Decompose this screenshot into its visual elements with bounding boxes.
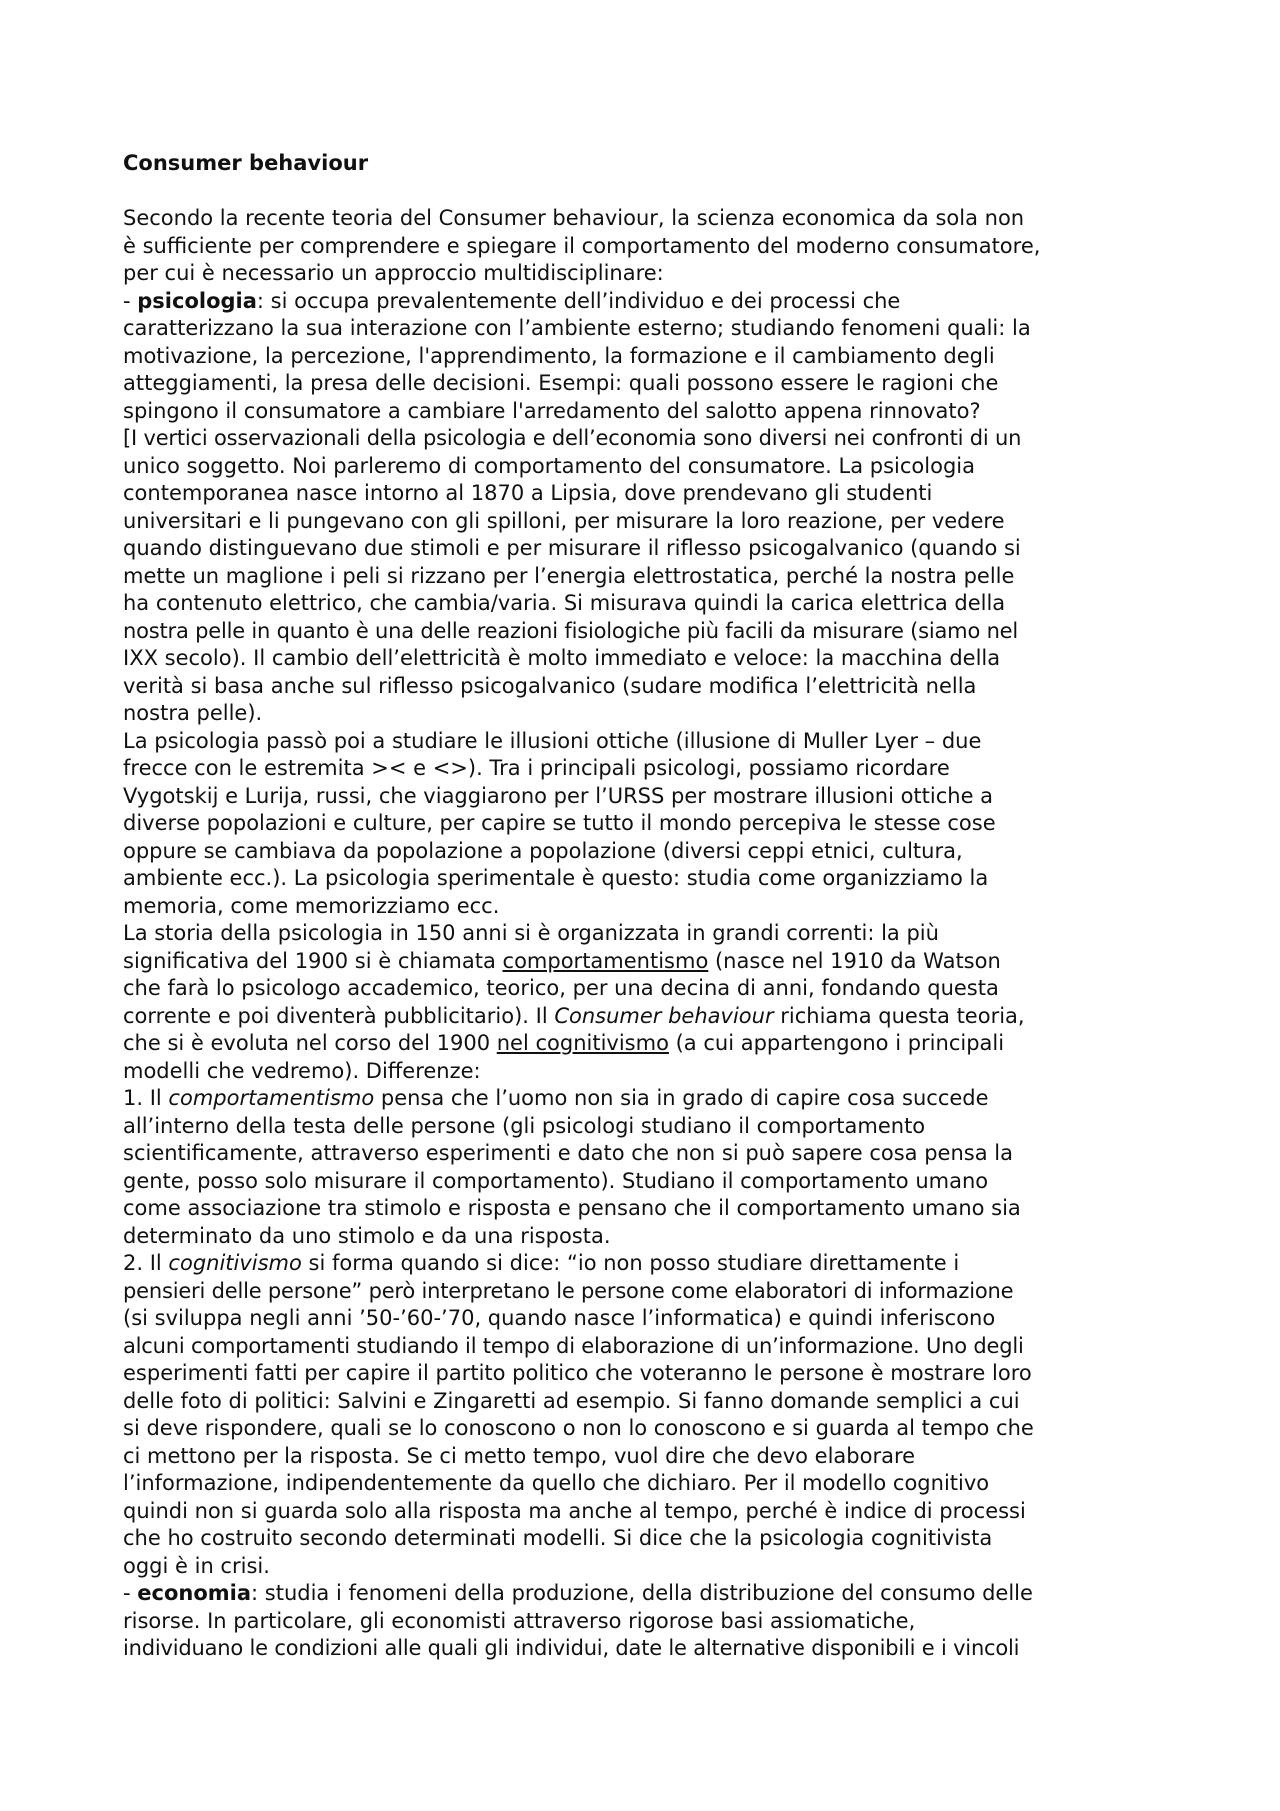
document-body: [123, 205, 1173, 1663]
text-line: Secondo la recente teoria del Consumer behaviour, la scienza economica da sola non: [123, 206, 1025, 230]
text-line: - economia: studia i fenomeni della produzione, della distribuzione del consumo delle: [123, 1581, 1033, 1605]
text-line: che farà lo psicologo accademico, teorico, per una decina di anni, fondando questa: [123, 976, 999, 1000]
text-line: corrente e poi diventerà pubblicitario). Il Consumer behaviour richiama questa teoria,: [123, 1003, 1025, 1028]
term-cognitivismo-italic: cognitivismo: [168, 1251, 302, 1275]
text-line: oggi è in crisi.: [123, 1553, 270, 1578]
text-line: diverse popolazioni e culture, per capire se tutto il mondo percepiva le stesse cose: [123, 811, 996, 835]
text-line: contemporanea nasce intorno al 1870 a Lipsia, dove prendevano gli studenti: [123, 481, 933, 505]
text-line: caratterizzano la sua interazione con l’ambiente esterno; studiando fenomeni quali: la: [123, 316, 1031, 340]
text-line: significativa del 1900 si è chiamata comportamentismo (nasce nel 1910 da Watson: [123, 948, 1001, 973]
text-line: che si è evoluta nel corso del 1900 nel cognitivismo (a cui appartengono i principali: [123, 1031, 1005, 1055]
text-line: motivazione, la percezione, l'apprendimento, la formazione e il cambiamento degli: [123, 343, 995, 368]
text-line: La psicologia passò poi a studiare le illusioni ottiche (illusione di Muller Lyer – due: [123, 728, 982, 753]
term-economia: economia: [137, 1581, 252, 1605]
text-line: alcuni comportamenti studiando il tempo di elaborazione di un’informazione. Uno degli: [123, 1333, 1024, 1358]
term-comportamentismo: comportamentismo: [502, 948, 709, 973]
text-line: IXX secolo). Il cambio dell’elettricità è molto immediato e veloce: la macchina della: [123, 646, 1001, 670]
document-title: Consumer behaviour: [123, 151, 369, 175]
text-line: unico soggetto. Noi parleremo di comportamento del consumatore. La psicologia: [123, 453, 975, 478]
text-line: spingono il consumatore a cambiare l'arredamento del salotto appena rinnovato?: [123, 398, 981, 423]
text-line: memoria, come memorizziamo ecc.: [123, 893, 500, 918]
term-psicologia: psicologia: [137, 288, 257, 313]
text-line: - psicologia: si occupa prevalentemente dell’individuo e dei processi che: [123, 288, 901, 313]
text-line: verità si basa anche sul riflesso psicogalvanico (sudare modifica l’elettricità nella: [123, 673, 977, 698]
text-line: [I vertici osservazionali della psicologia e dell’economia sono diversi nei confronti di un: [123, 426, 1022, 450]
text-line: scientificamente, attraverso esperimenti e dato che non si può sapere cosa pensa la: [123, 1141, 1013, 1165]
text-line: esperimenti fatti per capire il partito politico che voteranno le persone è mostrare loro: [123, 1361, 1032, 1385]
text-line: che ho costruito secondo determinati modelli. Si dice che la psicologia cognitivista: [123, 1526, 993, 1550]
text-line: 1. Il comportamentismo pensa che l’uomo non sia in grado di capire cosa succede: [123, 1086, 989, 1110]
text-line: ambiente ecc.). La psicologia sperimentale è questo: studia come organizziamo la: [123, 866, 989, 890]
text-line: quando distinguevano due stimoli e per misurare il riflesso psicogalvanico (quando si: [123, 536, 1021, 560]
text-line: si deve rispondere, quali se lo conoscono o non lo conoscono e si guarda al tempo che: [123, 1416, 1034, 1440]
text-line: ci mettono per la risposta. Se ci metto tempo, vuol dire che devo elaborare: [123, 1443, 916, 1468]
text-line: 2. Il cognitivismo si forma quando si dice: “io non posso studiare direttamente i: [123, 1251, 960, 1275]
text-line: l’informazione, indipendentemente da quello che dichiaro. Per il modello cognitivo: [123, 1471, 990, 1495]
text-line: è sufficiente per comprendere e spiegare il comportamento del moderno consumatore,: [123, 233, 1041, 258]
text-line: atteggiamenti, la presa delle decisioni. Esempi: quali possono essere le ragioni che: [123, 371, 999, 395]
text-line: oppure se cambiava da popolazione a popolazione (diversi ceppi etnici, cultura,: [123, 838, 963, 863]
text-line: La storia della psicologia in 150 anni si è organizzata in grandi correnti: la più: [123, 921, 939, 945]
text-line: ha contenuto elettrico, che cambia/varia. Si misurava quindi la carica elettrica della: [123, 591, 1006, 615]
text-line: Vygotskij e Lurija, russi, che viaggiarono per l’URSS per mostrare illusioni ottiche a: [123, 783, 994, 808]
text-line: modelli che vedremo). Differenze:: [123, 1058, 481, 1083]
text-line: nostra pelle).: [123, 701, 263, 725]
document-page: [123, 150, 1173, 1663]
term-cognitivismo: nel cognitivismo: [496, 1031, 669, 1055]
text-line: delle foto di politici: Salvini e Zingaretti ad esempio. Si fanno domande semplici a cui: [123, 1388, 1020, 1413]
text-line: quindi non si guarda solo alla risposta ma anche al tempo, perché è indice di processi: [123, 1498, 1026, 1523]
text-line: nostra pelle in quanto è una delle reazioni fisiologiche più facili da misurare (siamo nel: [123, 618, 1019, 643]
text-line: mette un maglione i peli si rizzano per l’energia elettrostatica, perché la nostra pelle: [123, 563, 1015, 588]
text-line: risorse. In particolare, gli economisti attraverso rigorose basi assiomatiche,: [123, 1608, 916, 1633]
text-line: frecce con le estremita >< e <>). Tra i principali psicologi, possiamo ricordare: [123, 756, 950, 780]
text-line: determinato da uno stimolo e da una risposta.: [123, 1223, 611, 1248]
text-line: all’interno della testa delle persone (gli psicologi studiano il comportamento: [123, 1113, 926, 1138]
text-line: pensieri delle persone” però interpretano le persone come elaboratori di informazione: [123, 1278, 1014, 1303]
text-line: universitari e li pungevano con gli spilloni, per misurare la loro reazione, per vedere: [123, 508, 1005, 533]
text-line: gente, posso solo misurare il comportamento). Studiano il comportamento umano: [123, 1168, 989, 1193]
term-consumer-behaviour: Consumer behaviour: [554, 1003, 774, 1028]
term-comportamentismo-italic: comportamentismo: [168, 1086, 375, 1110]
text-line: per cui è necessario un approccio multidisciplinare:: [123, 261, 664, 285]
text-line: (si sviluppa negli anni ’50-’60-’70, quando nasce l’informatica) e quindi inferiscono: [123, 1306, 996, 1330]
text-line: individuano le condizioni alle quali gli individui, date le alternative disponibili e i vincoli: [123, 1636, 1020, 1660]
text-line: come associazione tra stimolo e risposta e pensano che il comportamento umano sia: [123, 1196, 1021, 1220]
